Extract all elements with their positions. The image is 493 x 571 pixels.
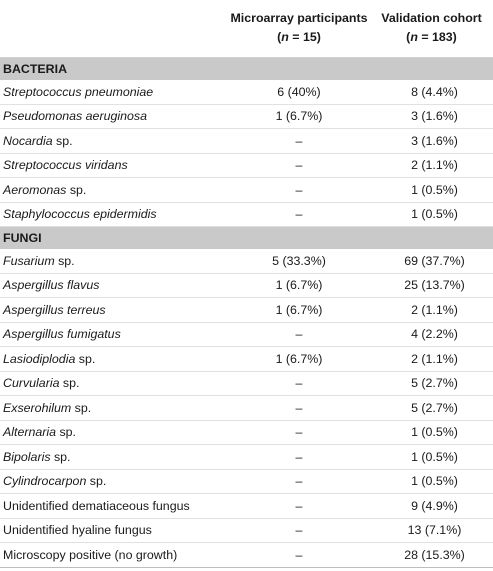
table-row: Aspergillus flavus 1 (6.7%) 25 (13.7%) [0,273,493,298]
table-row: Unidentified dematiaceous fungus – 9 (4.9%) [0,494,493,519]
table-row: Streptococcus viridans – 2 (1.1%) [0,153,493,178]
section-bacteria: BACTERIA [0,58,493,81]
header-microarray-n: (n = 15) [228,28,370,58]
table-row: Bipolaris sp. – 1 (0.5%) [0,445,493,470]
table-row: Curvularia sp. – 5 (2.7%) [0,371,493,396]
table-row: Microscopy positive (no growth) – 28 (15.3%) [0,543,493,568]
table-row: Exserohilum sp. – 5 (2.7%) [0,396,493,421]
table-row: Fusarium sp. 5 (33.3%) 69 (37.7%) [0,249,493,273]
table-row: Unidentified hyaline fungus – 13 (7.1%) [0,518,493,543]
header-microarray: Microarray participants [230,11,368,25]
table-row: Streptococcus pneumoniae 6 (40%) 8 (4.4%) [0,80,493,104]
table-row: Aspergillus fumigatus – 4 (2.2%) [0,322,493,347]
header-blank [0,0,228,28]
table-row: Alternaria sp. – 1 (0.5%) [0,420,493,445]
table-row: Aeromonas sp. – 1 (0.5%) [0,178,493,203]
table-row: Lasiodiplodia sp. 1 (6.7%) 2 (1.1%) [0,347,493,372]
header-validation: Validation cohort [381,11,482,25]
table-row: Staphylococcus epidermidis – 1 (0.5%) [0,202,493,227]
header-validation-n: (n = 183) [370,28,493,58]
section-fungi: FUNGI [0,227,493,250]
table-row: Pseudomonas aeruginosa 1 (6.7%) 3 (1.6%) [0,104,493,129]
table-row: Aspergillus terreus 1 (6.7%) 2 (1.1%) [0,298,493,323]
table-row: Cylindrocarpon sp. – 1 (0.5%) [0,469,493,494]
table-row: Nocardia sp. – 3 (1.6%) [0,129,493,154]
